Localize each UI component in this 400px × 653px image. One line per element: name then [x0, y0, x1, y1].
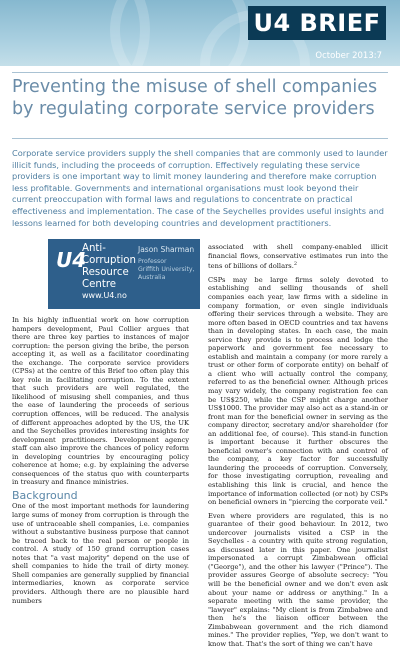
brand-logo: U4 BRIEF	[248, 6, 386, 40]
logo-line: Anti-	[82, 243, 106, 254]
intro-paragraph: In his highly influential work on how corruption hampers development, Paul Collier argues that there are three key parties to instances of major corruption: the person giving the bribe, the person accepting it, as well as a facilitator coordinating the exchange. The corporate service providers (CPSs) at the centre of this Brief too often play this key role in facilitating corruption. To the extent that such providers are well regulated, the likelihood of misusing shell companies, and thus the ease of laundering the proceeds of serious corruption offences, will be reduced. The analysis of different approaches adopted by the US, the UK and the Seychelles provides interesting insights for development practitioners. Development agency staff can also improve the chances of policy reform in developing countries by encouraging policy coherence at home; e.g. by explaining the adverse consequences of the status quo with counterparts in treasury and finance ministries.	[12, 316, 189, 487]
logo-url: www.U4.no	[82, 291, 127, 300]
footnote-ref[interactable]: 2	[293, 261, 298, 268]
body-paragraph: CSPs may be large firms solely devoted to establishing and selling thousands of shell companies each year, law firms with a sideline in company formation, or even single individuals offering their services through a website. They are more often based in OECD countries and tax havens than in developing states. In each case, the main service they provide is to process and lodge the paperwork and government fee necessary to establish and maintain a company (or more rarely a trust or other form of corporate entity) on behalf of a client who will actually control the company, referred to as the beneficial owner. Although prices may vary widely, the company registration fee can be US$250, while the CSP might charge another US$1000. The provider may also act as a stand-in or front man for the beneficial owner in serving as the company director, secretary and/or shareholder (for an additional fee, of course). This stand-in function is important because it further obscures the beneficial owner's connection with and control of the company, a key factor for successfully laundering the proceeds of corruption. Conversely, for those investigating corruption, revealing and establishing this link is crucial, and hence the importance of information collected (or not) by CSPs on beneficial owners in "piercing the corporate veil."	[208, 275, 388, 507]
author-affiliation	[138, 258, 195, 282]
affiliation-line: Australia	[138, 274, 166, 281]
logo-line: Centre	[82, 279, 117, 290]
body-paragraph: Even where providers are regulated, this is no guarantee of their good behaviour. In 2012, two undercover journalists visited a CSP in the Seychelles - a country with quite strong regulation, as discussed later in this paper. One journalist impersonated a corrupt Zimbabwean official ("George"), and the other his lawyer ("Prince"). The provider assures George of absolute secrecy: "You will be the beneficial owner and we don't even ask about your name or address or anything." In a separate meeting with the same provider, the "lawyer" explains: "My client is from Zimbabwe and then he's the liaison officer between the Zimbabwean government and the rich diamond mines." The provider replies, "Yep, we don't want to know that. That's the sort of thing we can't have	[208, 511, 388, 648]
left-column	[12, 316, 189, 610]
page-title: Preventing the misuse of shell companies by regulating corporate service providers	[12, 77, 378, 119]
author-name: Jason Sharman	[138, 245, 195, 254]
logo-org-name	[82, 243, 136, 291]
section-heading-background: Background	[12, 488, 78, 502]
summary-abstract: Corporate service providers supply the shell companies that are commonly used to launder illicit funds, including the proceeds of corruption. Effectively regulating these service providers is one important way to limit money laundering and therefore make corruption less profitable. Governments and international organisations must look beyond their current preoccupation with formal laws and regulations to concentrate on practical effectiveness and implementation. The case of the Seychelles provides useful insights and lessons learned for both developing countries and development practitioners.	[12, 148, 388, 228]
logo-line: Corruption	[82, 255, 136, 266]
title-rule-bottom	[12, 138, 388, 139]
affiliation-line: Professor	[138, 258, 167, 265]
right-column-wrap	[208, 243, 388, 648]
title-rule-top	[12, 72, 388, 73]
u4-logo-mark: U4	[56, 248, 87, 272]
header-band	[0, 0, 400, 66]
logo-line: Resource	[82, 267, 129, 278]
affiliation-line: Griffith University,	[138, 266, 195, 273]
left-column-wrap	[12, 316, 189, 605]
paragraph-text: associated with shell company-enabled illicit financial flows, conservative estimates run into the tens of billions of dollars.	[208, 243, 388, 271]
issue-date: October 2013:7	[315, 51, 382, 61]
u4-logo-panel	[48, 239, 200, 309]
right-column	[208, 243, 388, 653]
background-paragraph: One of the most important methods for laundering large sums of money from corruption is through the use of untraceable shell companies, i.e. companies without a substantive business purpose that cannot be traced back to the real person or people in control. A study of 150 grand corruption cases notes that "a vast majority" depend on the use of shell companies to hide the trail of dirty money. Shell companies are generally supplied by financial intermediaries, known as corporate service providers. Although there are no plausible hard numbers	[12, 502, 189, 605]
body-paragraph	[208, 243, 388, 271]
